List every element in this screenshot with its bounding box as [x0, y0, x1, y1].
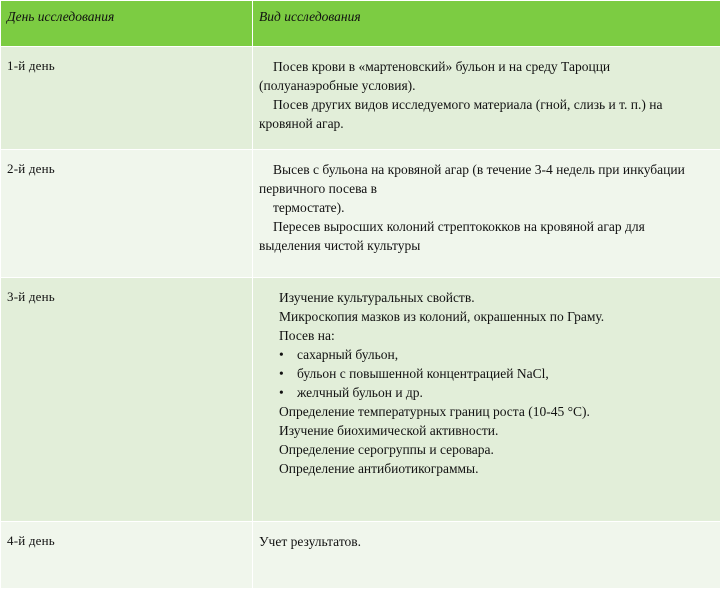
description-line: Определение серогруппы и серовара. [259, 440, 708, 459]
day-cell: 3-й день [1, 278, 253, 522]
description-line: Определение антибиотикограммы. [259, 459, 708, 478]
day-cell: 1-й день [1, 47, 253, 150]
bullet-item [259, 345, 708, 364]
column-header-day: День исследования [1, 1, 253, 47]
table-row [1, 150, 720, 278]
day-cell: 2-й день [1, 150, 253, 278]
description-cell [253, 47, 720, 150]
bullet-icon: • [279, 345, 297, 364]
column-header-type: Вид исследования [253, 1, 720, 47]
description-cell [253, 522, 720, 589]
bullet-text: сахарный бульон, [297, 345, 398, 364]
bullet-item [259, 364, 708, 383]
description-cell [253, 150, 720, 278]
bullet-item [259, 383, 708, 402]
description-line: Микроскопия мазков из колоний, окрашенных по Граму. [259, 307, 708, 326]
day-cell: 4-й день [1, 522, 253, 589]
bullet-icon: • [279, 383, 297, 402]
description-line: Изучение культуральных свойств. [259, 288, 708, 307]
description-line: Высев с бульона на кровяной агар (в течение 3-4 недель при инкубации первичного посева в [259, 160, 708, 198]
bullet-text: бульон с повышенной концентрацией NaCl, [297, 364, 549, 383]
description-line: Учет результатов. [259, 532, 708, 551]
description-line: Посев крови в «мартеновский» бульон и на среду Тароцци (полуанаэробные условия). [259, 57, 708, 95]
bullet-text: желчный бульон и др. [297, 383, 423, 402]
description-line: Посев на: [259, 326, 708, 345]
description-line: Посев других видов исследуемого материала (гной, слизь и т. п.) на кровяной агар. [259, 95, 708, 133]
bullet-icon: • [279, 364, 297, 383]
description-line: Определение температурных границ роста (10-45 °С). [259, 402, 708, 421]
description-line: Изучение биохимической активности. [259, 421, 708, 440]
table-row [1, 522, 720, 589]
table-row [1, 278, 720, 522]
description-cell [253, 278, 720, 522]
description-line: Пересев выросших колоний стрептококков на кровяной агар для выделения чистой культуры [259, 217, 708, 255]
table-row [1, 47, 720, 150]
table-header-row [1, 1, 720, 47]
description-line: термостате). [259, 198, 708, 217]
